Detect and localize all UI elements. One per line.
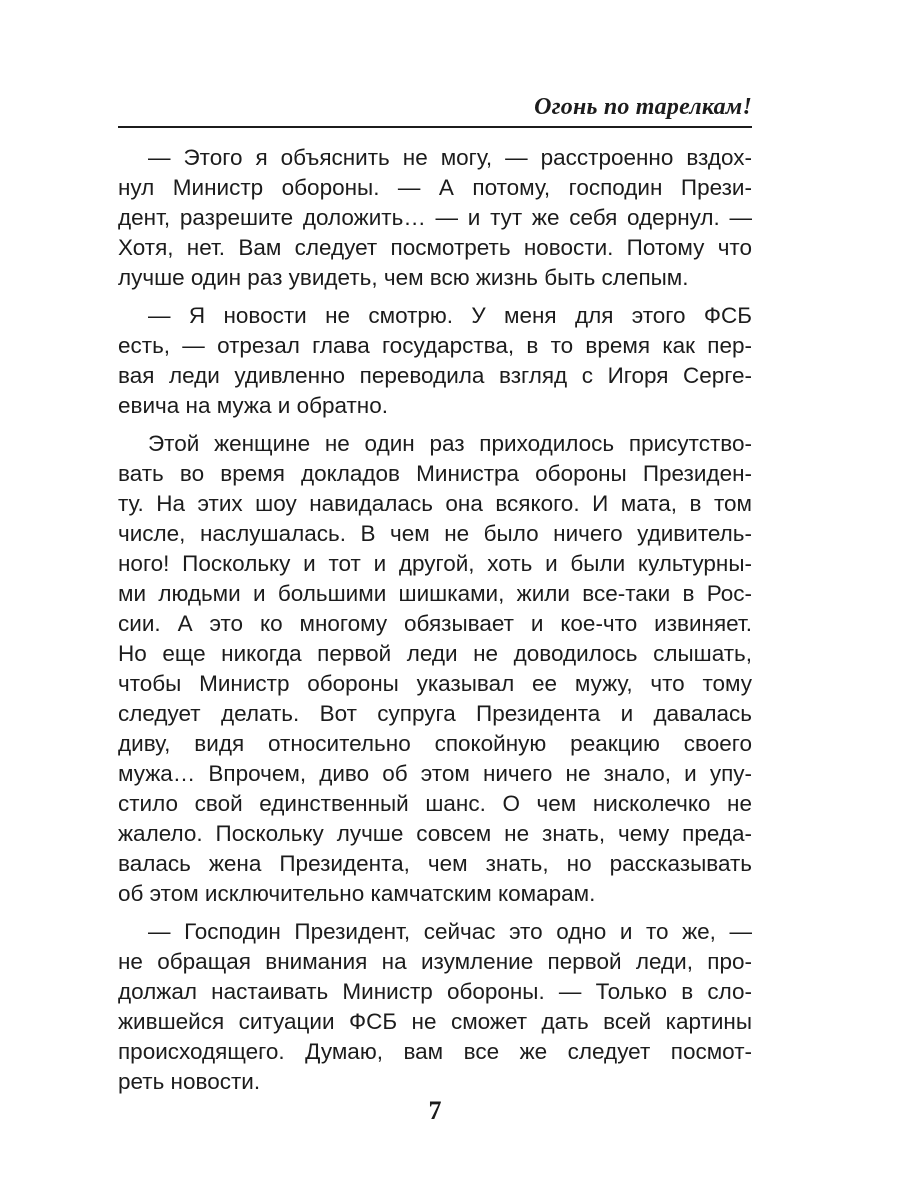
text-line: числе, наслушалась. В чем не было ничего удивитель- <box>118 521 752 546</box>
header-rule <box>118 126 752 128</box>
text-line: лучше один раз увидеть, чем всю жизнь быть слепым. <box>118 265 689 290</box>
text-line: есть, — отрезал глава государства, в то время как пер- <box>118 333 752 358</box>
text-line: ту. На этих шоу навидалась она всякого. И мата, в том <box>118 491 752 516</box>
text-line: вать во время докладов Министра обороны Президен- <box>118 461 752 486</box>
text-line: диву, видя относительно спокойную реакцию своего <box>118 731 752 756</box>
text-line: ного! Поскольку и тот и другой, хоть и были культурны- <box>118 551 752 576</box>
page-number: 7 <box>428 1096 442 1125</box>
text-line: Этой женщине не один раз приходилось присутство- <box>148 431 752 456</box>
text-line: жившейся ситуации ФСБ не сможет дать всей картины <box>118 1009 752 1034</box>
text-line: сии. А это ко многому обязывает и кое-что извиняет. <box>118 611 752 636</box>
text-line: — Я новости не смотрю. У меня для этого ФСБ <box>148 303 752 328</box>
text-line: — Господин Президент, сейчас это одно и то же, — <box>148 919 752 944</box>
text-line: евича на мужа и обратно. <box>118 393 388 418</box>
text-line: дент, разрешите доложить… — и тут же себя одернул. — <box>118 205 752 230</box>
running-head: Огонь по тарелкам! <box>534 94 752 120</box>
body-text <box>118 143 752 1097</box>
text-line: ми людьми и большими шишками, жили все-таки в Рос- <box>118 581 752 606</box>
text-line: об этом исключительно камчатским комарам. <box>118 881 596 906</box>
text-line: следует делать. Вот супруга Президента и давалась <box>118 701 752 726</box>
text-line: не обращая внимания на изумление первой леди, про- <box>118 949 752 974</box>
text-line: вая леди удивленно переводила взгляд с Игоря Серге- <box>118 363 752 388</box>
text-line: — Этого я объяснить не могу, — расстроенно вздох- <box>148 145 752 170</box>
text-line: валась жена Президента, чем знать, но рассказывать <box>118 851 752 876</box>
text-line: жалело. Поскольку лучше совсем не знать, чему преда- <box>118 821 752 846</box>
text-line: чтобы Министр обороны указывал ее мужу, что тому <box>118 671 752 696</box>
text-line: происходящего. Думаю, вам все же следует посмот- <box>118 1039 752 1064</box>
text-line: должал настаивать Министр обороны. — Только в сло- <box>118 979 752 1004</box>
text-line: стило свой единственный шанс. О чем нисколечко не <box>118 791 752 816</box>
text-line: Хотя, нет. Вам следует посмотреть новости. Потому что <box>118 235 752 260</box>
text-line: мужа… Впрочем, диво об этом ничего не знало, и упу- <box>118 761 752 786</box>
text-line: реть новости. <box>118 1069 261 1094</box>
text-line: Но еще никогда первой леди не доводилось слышать, <box>118 641 752 666</box>
text-line: нул Министр обороны. — А потому, господин Прези- <box>118 175 752 200</box>
